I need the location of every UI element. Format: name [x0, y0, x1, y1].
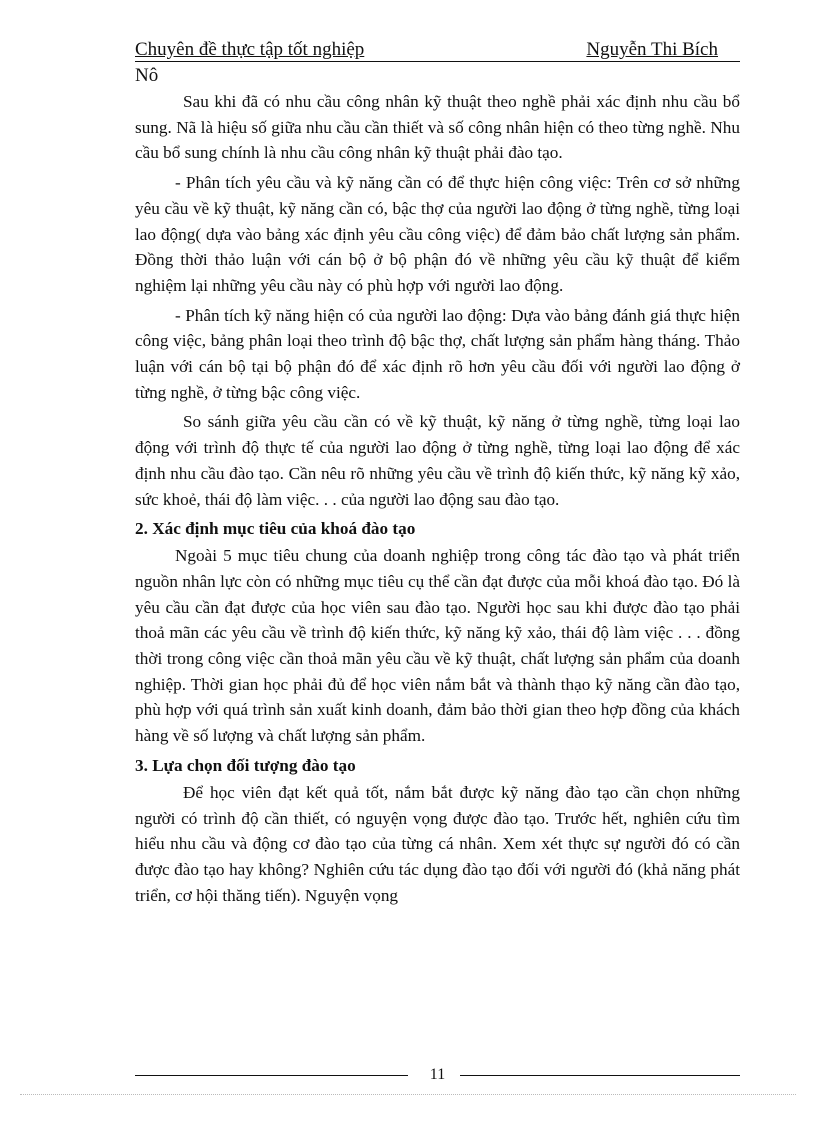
paragraph: So sánh giữa yêu cầu cần có về kỹ thuật, kỹ năng ở từng nghề, từng loại lao động với trình độ thực tế của người lao động ở từng nghề, từng loại lao động để xác định nhu cầu đào tạo. Cần nêu rõ những yêu cầu về trình độ kiến thức, kỹ năng kỹ xảo, sức khoẻ, thái độ làm việc. . . của người lao động sau đào tạo.: [135, 412, 740, 509]
header-author-continued: Nô: [135, 65, 159, 86]
page-body: [135, 89, 740, 912]
footer-rule-right: [460, 1075, 740, 1076]
section-heading: 2. Xác định mục tiêu của khoá đào tạo: [135, 519, 416, 539]
paragraph: Ngoài 5 mục tiêu chung của doanh nghiệp trong công tác đào tạo và phát triển nguồn nhân lực còn có những mục tiêu cụ thể cần đạt được của mỗi khoá đào tạo. Đó là yêu cầu cần đạt được của học viên sau đào tạo. Người học sau khi được đào tạo phải thoả mãn các yêu cầu về trình độ kiến thức, kỹ năng kỹ xảo, thái độ làm việc . . . đồng thời trong công việc cần thoả mãn yêu cầu về kỹ thuật, chất lượng sản phẩm của doanh nghiệp. Thời gian học phải đủ để học viên nắm bắt và thành thạo kỹ năng cần đào tạo, phù hợp với quá trình sản xuất kinh doanh, đảm bảo thời gian theo hợp đồng của khách hàng về số lượng và chất lượng sản phẩm.: [135, 546, 740, 746]
header-title: Chuyên đề thực tập tốt nghiệp: [135, 39, 365, 60]
header-author: Nguyễn Thi Bích: [586, 39, 718, 60]
paragraph: - Phân tích yêu cầu và kỹ năng cần có để thực hiện công việc: Trên cơ sở những yêu cầu về kỹ thuật, kỹ năng cần có, bậc thợ của người lao động ở từng nghề, từng loại lao động( dựa vào bảng xác định yêu cầu công việc) để đảm bảo chất lượng sản phẩm. Đồng thời thảo luận với cán bộ ở bộ phận đó về những yêu cầu kỹ thuật để kiểm nghiệm lại những yêu cầu này có phù hợp với người lao động.: [135, 173, 740, 295]
paragraph: - Phân tích kỹ năng hiện có của người lao động: Dựa vào bảng đánh giá thực hiện công việc, bảng phân loại theo trình độ bậc thợ, chất lượng sản phẩm hàng tháng. Thảo luận với cán bộ tại bộ phận đó để xác định rõ hơn yêu cầu đối với người lao động ở từng nghề, ở từng bậc công việc.: [135, 305, 740, 402]
page-bottom-border: [20, 1094, 796, 1095]
paragraph: Sau khi đã có nhu cầu công nhân kỹ thuật theo nghề phải xác định nhu cầu bổ sung. Nã là hiệu số giữa nhu cầu cần thiết và số công nhân hiện có theo từng nghề. Nhu cầu bổ sung chính là nhu cầu công nhân kỹ thuật phải đào tạo.: [135, 92, 740, 163]
page-number: 11: [429, 1066, 446, 1083]
section-heading: 3. Lựa chọn đối tượng đào tạo: [135, 755, 356, 775]
page-header: [135, 38, 740, 62]
header-rule: [135, 61, 740, 62]
paragraph: Để học viên đạt kết quả tốt, nắm bắt được kỹ năng đào tạo cần chọn những người có trình độ cần thiết, có nguyện vọng được đào tạo. Trước hết, nghiên cứu tìm hiểu nhu cầu và động cơ đào tạo của từng cá nhân. Xem xét thực sự người đó có cần được đào tạo hay không? Nghiên cứu tác dụng đào tạo đối với người đó (khả năng phát triển, cơ hội thăng tiến). Nguyện vọng: [135, 782, 740, 905]
page-footer: [135, 1064, 740, 1086]
